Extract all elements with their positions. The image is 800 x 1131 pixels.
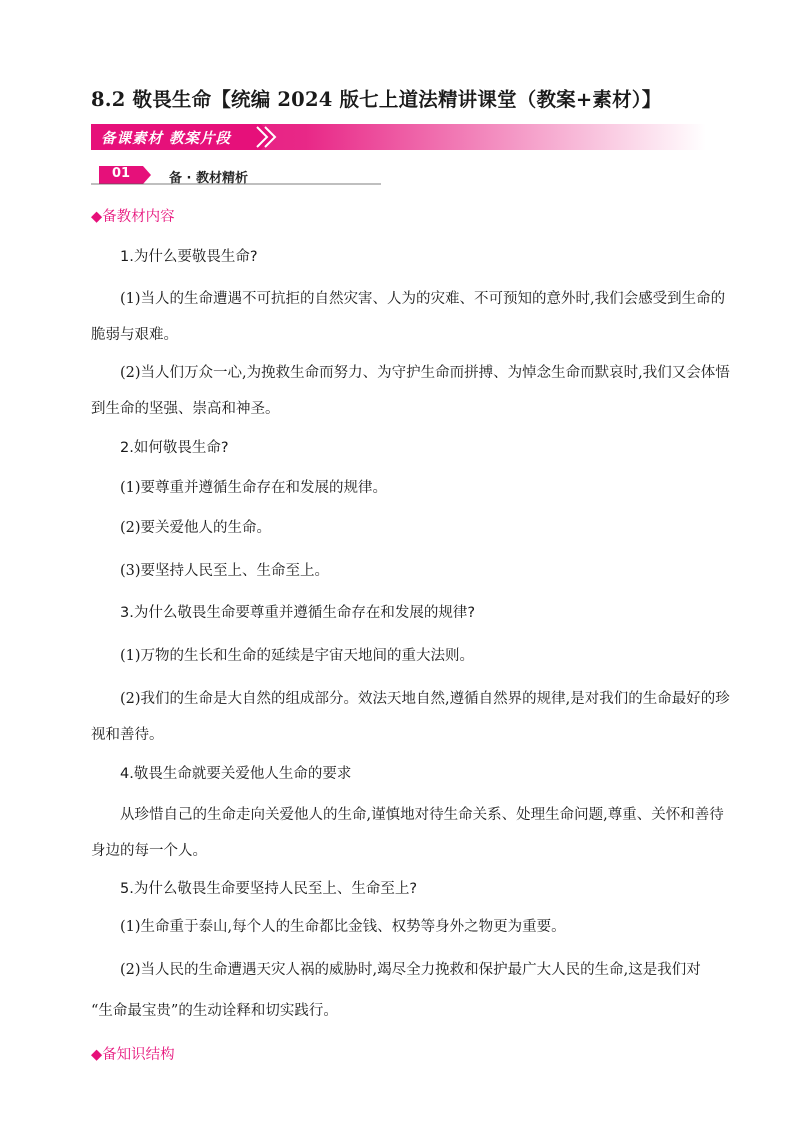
answer-1-2-cont: 到生命的坚强、崇高和神圣。: [91, 401, 280, 417]
question-4: 4.敬畏生命就要关爱他人生命的要求: [120, 766, 352, 782]
answer-5-2-cont: “生命最宝贵”的生动诠释和切实践行。: [91, 1003, 338, 1019]
section-number: 01: [112, 166, 131, 181]
answer-3-2-cont: 视和善待。: [91, 727, 164, 743]
banner-label: 备课素材 教案片段: [101, 131, 232, 147]
answer-2-1: (1)要尊重并遵循生命存在和发展的规律。: [120, 480, 388, 496]
answer-1-2: (2)当人们万众一心,为挽救生命而努力、为守护生命而拼搏、为悼念生命而默哀时,我们又会体悟: [120, 365, 730, 381]
heading-knowledge-structure: ◆备知识结构: [91, 1047, 175, 1063]
question-3: 3.为什么敬畏生命要尊重并遵循生命存在和发展的规律?: [120, 605, 476, 621]
answer-5-1: (1)生命重于泰山,每个人的生命都比金钱、权势等身外之物更为重要。: [120, 919, 566, 935]
answer-3-2: (2)我们的生命是大自然的组成部分。效法天地自然,遵循自然界的规律,是对我们的生命最好的珍: [120, 691, 730, 707]
section-header: [91, 163, 391, 189]
heading-textbook-content: ◆备教材内容: [91, 209, 175, 225]
section-title: 备 · 教材精析: [169, 171, 248, 186]
answer-1-1-cont: 脆弱与艰难。: [91, 327, 178, 343]
answer-4: 从珍惜自己的生命走向关爱他人的生命,谨慎地对待生命关系、处理生命问题,尊重、关怀和善待: [120, 807, 724, 823]
question-5: 5.为什么敬畏生命要坚持人民至上、生命至上?: [120, 881, 418, 897]
section-banner: [91, 124, 706, 150]
answer-2-3: (3)要坚持人民至上、生命至上。: [120, 563, 330, 579]
answer-2-2: (2)要关爱他人的生命。: [120, 520, 272, 536]
question-1: 1.为什么要敬畏生命?: [120, 249, 258, 265]
answer-5-2: (2)当人民的生命遭遇天灾人祸的威胁时,竭尽全力挽救和保护最广大人民的生命,这是我们对: [120, 962, 701, 978]
answer-3-1: (1)万物的生长和生命的延续是宇宙天地间的重大法则。: [120, 648, 475, 664]
page-title: 8.2 敬畏生命【统编 2024 版七上道法精讲课堂（教案+素材）】: [91, 88, 662, 111]
answer-4-cont: 身边的每一个人。: [91, 843, 207, 859]
answer-1-1: (1)当人的生命遭遇不可抗拒的自然灾害、人为的灾难、不可预知的意外时,我们会感受到生命的: [120, 291, 726, 307]
question-2: 2.如何敬畏生命?: [120, 440, 229, 456]
